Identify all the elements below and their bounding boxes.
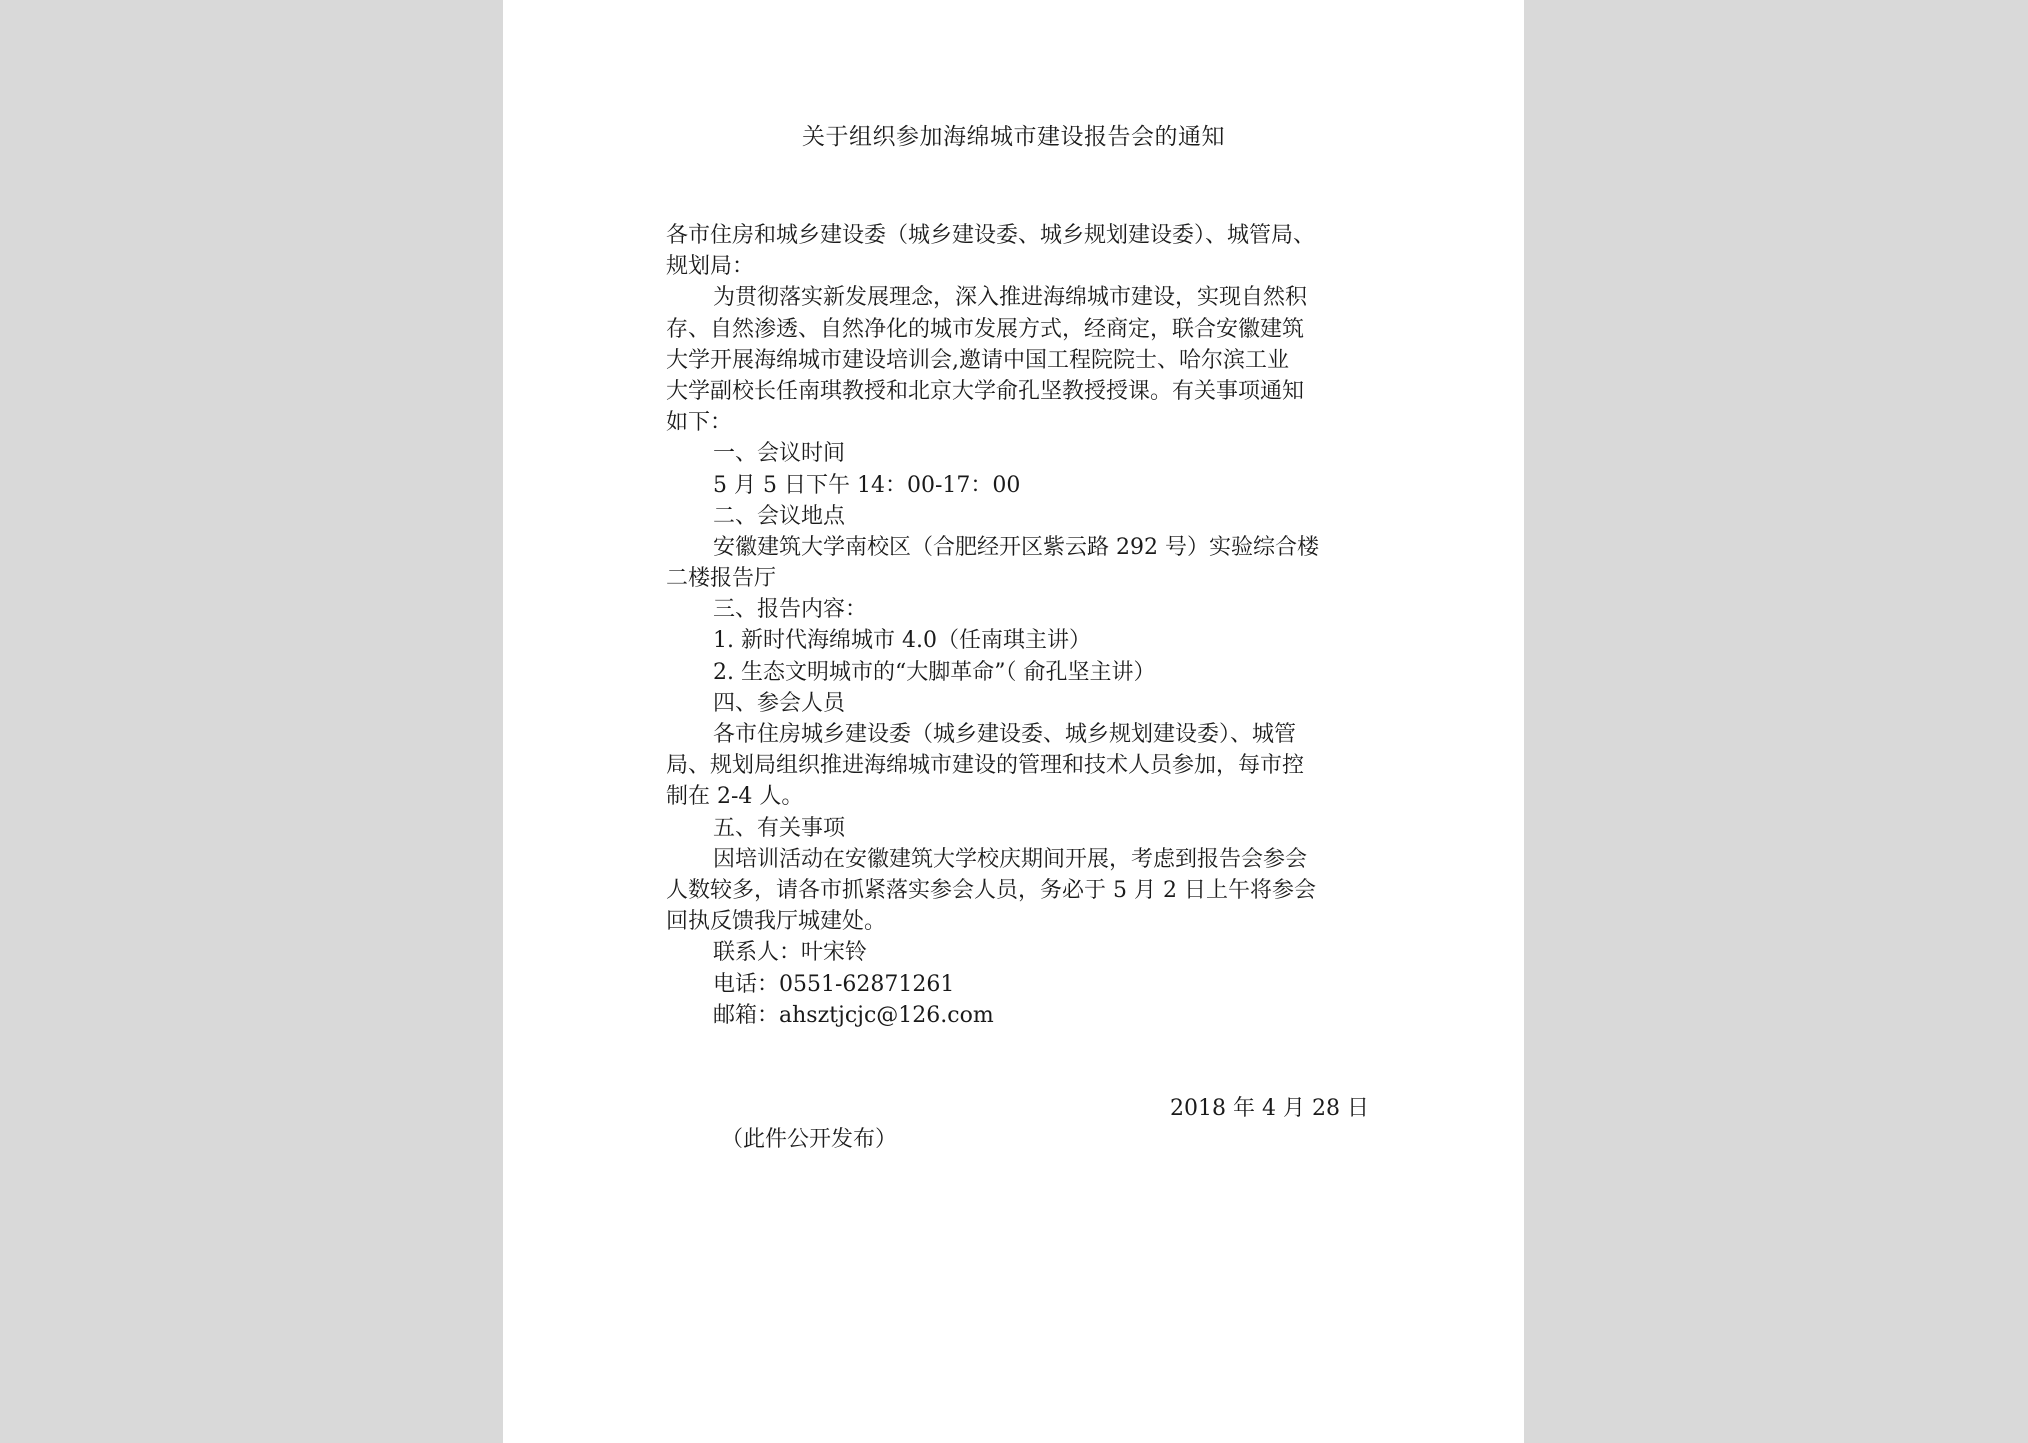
- document-body: [666, 220, 1369, 1155]
- section-heading-matters: 五、有关事项: [713, 815, 846, 841]
- recipients-line-2: 规划局：: [666, 254, 755, 280]
- document-date: 2018 年 4 月 28 日: [1170, 1095, 1369, 1121]
- attendees-line-1: 各市住房城乡建设委（城乡建设委、城乡规划建设委）、城管: [713, 722, 1297, 747]
- meeting-location-line-1: 安徽建筑大学南校区（合肥经开区紫云路 292 号）实验综合楼: [713, 534, 1319, 560]
- contact-email: 邮箱：ahsztjcjc@126.com: [713, 1002, 994, 1028]
- intro-paragraph-line-1: 为贯彻落实新发展理念，深入推进海绵城市建设，实现自然积: [713, 285, 1308, 311]
- attendees-line-3: 制在 2-4 人。: [666, 784, 804, 810]
- attendees-line-2: 局、规划局组织推进海绵城市建设的管理和技术人员参加，每市控: [666, 753, 1305, 779]
- report-item-2: 2. 生态文明城市的“大脚革命”（ 俞孔坚主讲）: [713, 659, 1156, 685]
- section-heading-attendees: 四、参会人员: [713, 690, 846, 716]
- section-heading-time: 一、会议时间: [713, 441, 846, 467]
- publish-note: （此件公开发布）: [721, 1127, 898, 1153]
- document-title: 关于组织参加海绵城市建设报告会的通知: [802, 124, 1225, 150]
- section-heading-location: 二、会议地点: [713, 503, 846, 529]
- intro-paragraph-line-5: 如下：: [666, 410, 733, 436]
- matters-line-1: 因培训活动在安徽建筑大学校庆期间开展，考虑到报告会参会: [713, 846, 1308, 872]
- meeting-location-line-2: 二楼报告厅: [666, 566, 777, 592]
- signature-spacer: [666, 1031, 1369, 1093]
- contact-person: 联系人：叶宋铃: [713, 940, 868, 966]
- intro-paragraph-line-4: 大学副校长任南琪教授和北京大学俞孔坚教授授课。有关事项通知: [666, 378, 1305, 404]
- report-item-1: 1. 新时代海绵城市 4.0（任南琪主讲）: [713, 628, 1091, 654]
- matters-line-2: 人数较多，请各市抓紧落实参会人员，务必于 5 月 2 日上午将参会: [666, 877, 1316, 903]
- intro-paragraph-line-3: 大学开展海绵城市建设培训会,邀请中国工程院院士、哈尔滨工业: [666, 347, 1289, 373]
- contact-phone: 电话：0551-62871261: [713, 971, 955, 997]
- intro-paragraph-line-2: 存、自然渗透、自然净化的城市发展方式，经商定，联合安徽建筑: [666, 316, 1305, 342]
- section-heading-content: 三、报告内容：: [713, 597, 868, 623]
- matters-line-3: 回执反馈我厅城建处。: [666, 909, 887, 935]
- recipients-line-1: 各市住房和城乡建设委（城乡建设委、城乡规划建设委）、城管局、: [666, 223, 1316, 248]
- document-page: [503, 0, 1524, 1443]
- meeting-time: 5 月 5 日下午 14：00-17：00: [713, 472, 1021, 498]
